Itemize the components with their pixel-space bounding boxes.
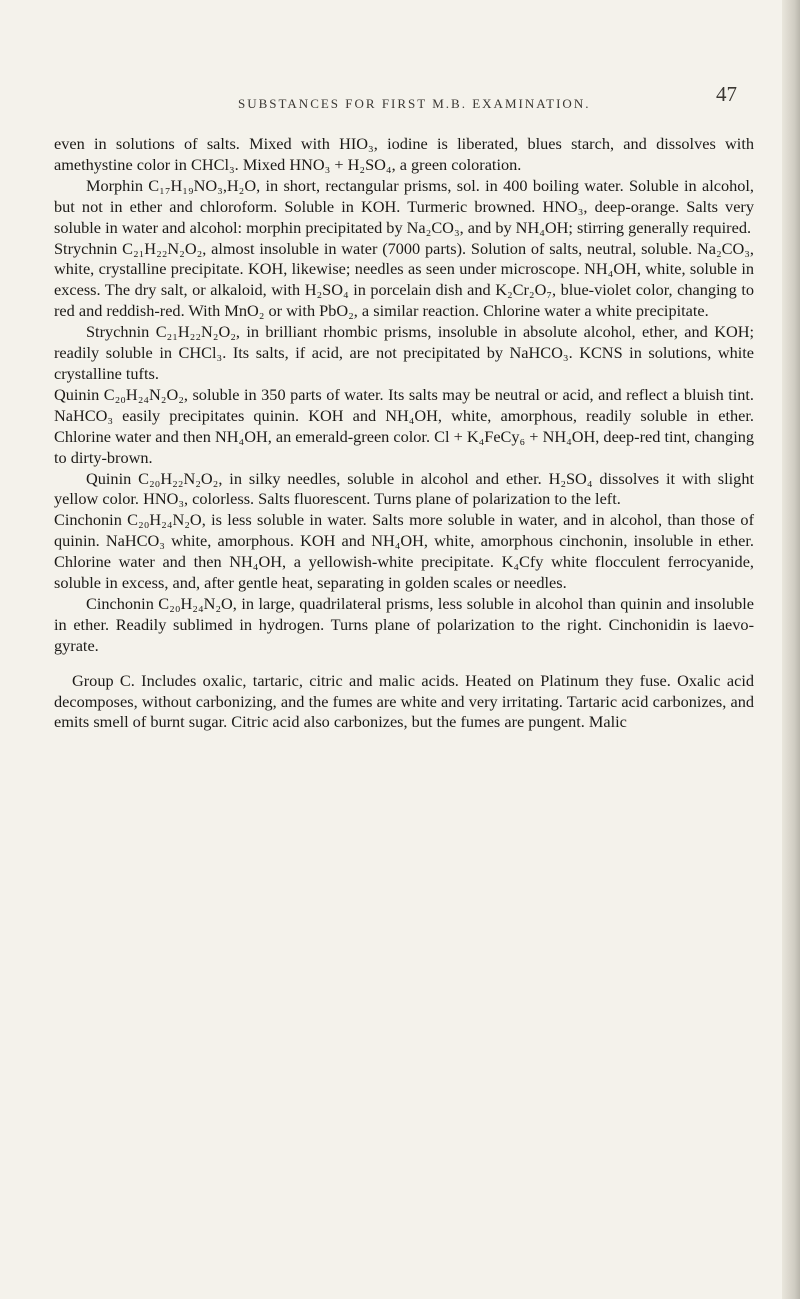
paragraph-iodine: even in solutions of salts. Mixed with HIO₃, iodine is liberated, blues starch, and dissolves with amethystine color in CHCl₃. Mixed HNO₃ + H₂SO₄, a green coloration. — [54, 134, 754, 174]
paragraph-group-c: Group C. Includes oxalic, tartaric, citric and malic acids. Heated on Platinum they fuse. Oxalic acid decomposes, without carbonizing, and the fumes are white and very irritating. Tartaric acid carbonizes, and emits smell of burnt sugar. Citric acid also carbonizes, but the fumes are pungent. Malic — [54, 670, 754, 732]
paragraph-strychnin: Strychnin C₂₁H₂₂N₂O₂, in brilliant rhombic prisms, insoluble in absolute alcohol, ether, and KOH; readily soluble in CHCl₃. Its salts, if acid, are not precipitated by NaHCO₃. KCNS in solutions, white crystalline tufts. — [54, 322, 754, 383]
running-header: SUBSTANCES FOR FIRST M.B. EXAMINATION. — [238, 96, 591, 111]
paragraph-cinchonin: Cinchonin C₂₀H₂₄N₂O, in large, quadrilateral prisms, less soluble in alcohol than quinin and insoluble in ether. Readily sublimed in hydrogen. Turns plane of polarization to the right. Cinchonidin is laevo-gyrate. — [54, 593, 754, 655]
paragraph-strychnin-salts: Strychnin C₂₁H₂₂N₂O₂, almost insoluble in water (7000 parts). Solution of salts, neutral, soluble. Na₂CO₃, white, crystalline precipitate. KOH, likewise; needles as seen under microscope. NH₄OH, white, soluble in excess. The dry salt, or alkaloid, with H₂SO₄ in porcelain dish and K₂Cr₂O₇, blue-violet color, changing to red and reddish-red. With MnO₂ or with PbO₂, a similar reaction. Chlorine water a white precipitate. — [54, 238, 754, 321]
paragraph-quinin-salts: Quinin C₂₀H₂₄N₂O₂, soluble in 350 parts of water. Its salts may be neutral or acid, and reflect a bluish tint. NaHCO₃ easily precipitates quinin. KOH and NH₄OH, white, amorphous, readily soluble in ether. Chlorine water and then NH₄OH, an emerald-green color. Cl + K₄FeCy₆ + NH₄OH, deep-red tint, changing to dirty-brown. — [54, 384, 754, 467]
paragraph-morphin: Morphin C₁₇H₁₉NO₃,H₂O, in short, rectangular prisms, sol. in 400 boiling water. Soluble in alcohol, but not in ether and chloroform. Soluble in KOH. Turmeric browned. HNO₃, deep-orange. Salts very soluble in water and alcohol: morphin precipitated by Na₂CO₃, and by NH₄OH; stirring generally required. — [54, 175, 754, 237]
paragraph-quinin: Quinin C₂₀H₂₂N₂O₂, in silky needles, soluble in alcohol and ether. H₂SO₄ dissolves it with slight yellow color. HNO₃, colorless. Salts fluorescent. Turns plane of polarization to the left. — [54, 468, 754, 509]
page-edge — [782, 0, 800, 1299]
page-body — [54, 134, 754, 733]
paragraph-cinchonin-salts: Cinchonin C₂₀H₂₄N₂O, is less soluble in water. Salts more soluble in water, and in alcohol, than those of quinin. NaHCO₃ white, amorphous. KOH and NH₄OH, white, amorphous cinchonin, insoluble in ether. Chlorine water and then NH₄OH, a yellowish-white precipitate. K₄Cfy white flocculent ferrocyanide, soluble in excess, and, after gentle heat, separating in golden scales or needles. — [54, 510, 754, 593]
page-number: 47 — [716, 82, 737, 106]
